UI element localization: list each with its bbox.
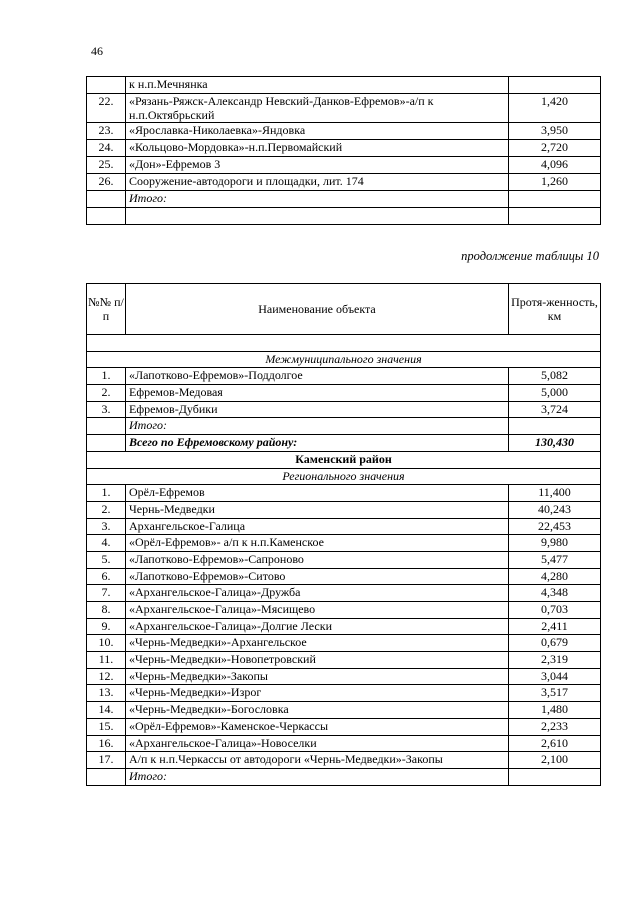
road-name: «Кольцово-Мордовка»-н.п.Первомайский: [126, 140, 509, 157]
road-name: «Архангельское-Галица»-Дружба: [126, 585, 509, 602]
table-row: [87, 735, 601, 752]
road-length: 2,411: [509, 618, 601, 635]
road-length: 40,243: [509, 501, 601, 518]
road-name: «Лапотково-Ефремов»-Сапроново: [126, 551, 509, 568]
road-length: 3,950: [509, 123, 601, 140]
table-row: [87, 485, 601, 502]
road-name: «Орёл-Ефремов»-Каменское-Черкассы: [126, 718, 509, 735]
total-row: [87, 768, 601, 785]
row-number: [87, 768, 126, 785]
table-row: [87, 518, 601, 535]
total-label: Итого:: [126, 191, 509, 208]
row-number: 11.: [87, 652, 126, 669]
table-row: [87, 585, 601, 602]
road-name: Орёл-Ефремов: [126, 485, 509, 502]
row-number: 3.: [87, 401, 126, 418]
table-row: [87, 652, 601, 669]
row-number: 16.: [87, 735, 126, 752]
road-name: Сооружение-автодороги и площадки, лит. 174: [126, 174, 509, 191]
road-length: 3,044: [509, 668, 601, 685]
table-row: [87, 702, 601, 719]
road-name: «Архангельское-Галица»-Новоселки: [126, 735, 509, 752]
table-row: [87, 668, 601, 685]
total-label: Итого:: [126, 768, 509, 785]
road-length: [509, 77, 601, 94]
table-row: [87, 123, 601, 140]
table-row: [87, 551, 601, 568]
road-length: 5,082: [509, 368, 601, 385]
total-row: [87, 418, 601, 435]
row-number: 22.: [87, 94, 126, 123]
row-number: 12.: [87, 668, 126, 685]
table-row: [87, 385, 601, 402]
page-number: 46: [91, 44, 103, 58]
road-name: Чернь-Медведки: [126, 501, 509, 518]
row-number: 8.: [87, 602, 126, 619]
row-number: 14.: [87, 702, 126, 719]
road-length: 22,453: [509, 518, 601, 535]
road-length: 1,420: [509, 94, 601, 123]
table-row: [87, 140, 601, 157]
road-name: А/п к н.п.Черкассы от автодороги «Чернь-Медведки»-Закопы: [126, 752, 509, 769]
road-length: 2,100: [509, 752, 601, 769]
row-number: [87, 191, 126, 208]
section-label: Межмуниципального значения: [87, 351, 601, 368]
section-row: [87, 468, 601, 485]
row-number: 25.: [87, 157, 126, 174]
row-number: 6.: [87, 568, 126, 585]
road-length: 0,679: [509, 635, 601, 652]
table-row: [87, 635, 601, 652]
road-length: [509, 191, 601, 208]
table-row: [87, 77, 601, 94]
district-label: Каменский район: [87, 451, 601, 468]
road-length: 1,480: [509, 702, 601, 719]
road-length: 9,980: [509, 535, 601, 552]
header-name: Наименование объекта: [126, 284, 509, 335]
row-number: 3.: [87, 518, 126, 535]
row-number: [87, 418, 126, 435]
table-row: [87, 501, 601, 518]
road-name: Ефремов-Медовая: [126, 385, 509, 402]
road-name: «Орёл-Ефремов»- а/п к н.п.Каменское: [126, 535, 509, 552]
table-row: [87, 535, 601, 552]
road-name: «Чернь-Медведки»-Богословка: [126, 702, 509, 719]
row-number: 13.: [87, 685, 126, 702]
row-number: 17.: [87, 752, 126, 769]
road-name: «Чернь-Медведки»-Архангельское: [126, 635, 509, 652]
road-name: «Чернь-Медведки»-Новопетровский: [126, 652, 509, 669]
empty-row: [87, 208, 601, 225]
row-number: 24.: [87, 140, 126, 157]
road-length: 4,280: [509, 568, 601, 585]
road-name: «Ярославка-Николаевка»-Яндовка: [126, 123, 509, 140]
table-row: [87, 602, 601, 619]
road-length: 2,720: [509, 140, 601, 157]
row-number: 15.: [87, 718, 126, 735]
road-length: [509, 208, 601, 225]
total-label: Итого:: [126, 418, 509, 435]
table-row: [87, 752, 601, 769]
road-name: Ефремов-Дубики: [126, 401, 509, 418]
row-number: 10.: [87, 635, 126, 652]
road-length: 1,260: [509, 174, 601, 191]
road-name: «Чернь-Медведки»-Закопы: [126, 668, 509, 685]
road-length: [509, 418, 601, 435]
row-number: [87, 435, 126, 452]
table-caption: продолжение таблицы 10: [461, 249, 599, 263]
grand-total-row: [87, 435, 601, 452]
district-row: [87, 451, 601, 468]
row-number: 7.: [87, 585, 126, 602]
road-length: 3,724: [509, 401, 601, 418]
road-length: 2,319: [509, 652, 601, 669]
road-name: «Архангельское-Галица»-Долгие Лески: [126, 618, 509, 635]
section-row: [87, 351, 601, 368]
road-length: 2,610: [509, 735, 601, 752]
row-number: 1.: [87, 368, 126, 385]
header-length: Протя-женность, км: [509, 284, 601, 335]
road-name: «Чернь-Медведки»-Изрог: [126, 685, 509, 702]
row-number: 23.: [87, 123, 126, 140]
road-name: к н.п.Мечнянка: [126, 77, 509, 94]
road-length: 11,400: [509, 485, 601, 502]
total-row: [87, 191, 601, 208]
roads-table-top: [86, 76, 601, 225]
roads-table-continued: [86, 283, 601, 786]
row-number: 4.: [87, 535, 126, 552]
grand-total-label: Всего по Ефремовскому району:: [126, 435, 509, 452]
table-row: [87, 174, 601, 191]
road-length: 2,233: [509, 718, 601, 735]
row-number: 2.: [87, 501, 126, 518]
row-number: 1.: [87, 485, 126, 502]
road-name: Архангельское-Галица: [126, 518, 509, 535]
road-length: 5,000: [509, 385, 601, 402]
row-number: 5.: [87, 551, 126, 568]
table-row: [87, 685, 601, 702]
road-length: 0,703: [509, 602, 601, 619]
road-length: 4,348: [509, 585, 601, 602]
road-name: «Архангельское-Галица»-Мясищево: [126, 602, 509, 619]
road-name: «Лапотково-Ефремов»-Ситово: [126, 568, 509, 585]
table-row: [87, 368, 601, 385]
table-row: [87, 618, 601, 635]
row-number: 9.: [87, 618, 126, 635]
table-row: [87, 401, 601, 418]
blank-row: [87, 335, 601, 352]
road-length: 3,517: [509, 685, 601, 702]
row-number: 26.: [87, 174, 126, 191]
road-name: «Рязань-Ряжск-Александр Невский-Данков-Ефремов»-а/п к н.п.Октябрьский: [126, 94, 509, 123]
header-num: №№ п/п: [87, 284, 126, 335]
road-name: [126, 208, 509, 225]
table-row: [87, 157, 601, 174]
road-length: [509, 768, 601, 785]
road-length: 4,096: [509, 157, 601, 174]
grand-total-value: 130,430: [509, 435, 601, 452]
road-length: 5,477: [509, 551, 601, 568]
table-row: [87, 718, 601, 735]
row-number: [87, 208, 126, 225]
road-name: «Лапотково-Ефремов»-Поддолгое: [126, 368, 509, 385]
row-number: 2.: [87, 385, 126, 402]
row-number: [87, 77, 126, 94]
road-name: «Дон»-Ефремов 3: [126, 157, 509, 174]
section-label: Регионального значения: [87, 468, 601, 485]
table-header-row: [87, 284, 601, 335]
table-row: [87, 94, 601, 123]
table-row: [87, 568, 601, 585]
